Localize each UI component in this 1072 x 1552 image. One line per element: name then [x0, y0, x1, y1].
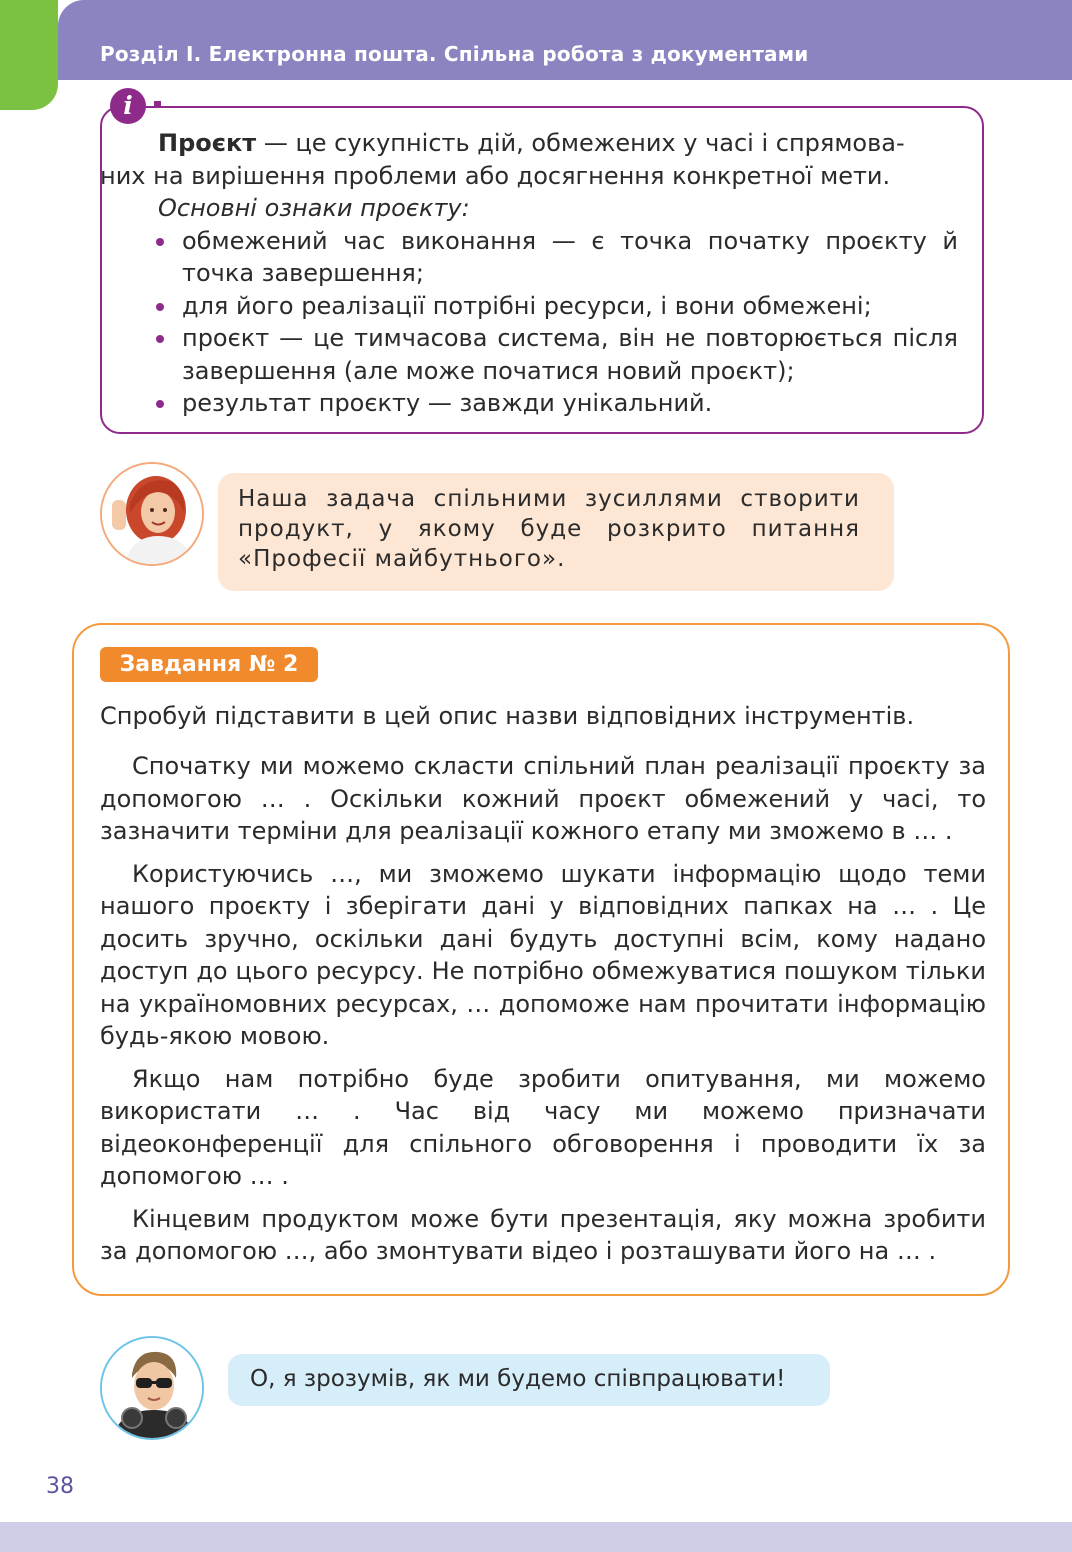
definition-term: Проєкт [158, 129, 257, 157]
list-item: результат проєкту — завжди унікальний. [156, 387, 958, 420]
chapter-color-tab [0, 0, 58, 110]
features-subtitle: Основні ознаки проєкту: [158, 194, 470, 222]
definition-text [158, 127, 958, 160]
task-paragraph: Користуючись …, ми зможемо шукати інформацію щодо теми нашого проєкту і зберігати дані у відповідних папках на … . Це досить зручно, оскільки дані будуть доступні всім, кому надано доступ до цього ресурсу. Не потрібно обмежуватися пошуком тільки на україномовних ресурсах, … допоможе нам прочитати інформацію будь-якою мовою. [100, 859, 986, 1050]
info-marker [154, 101, 161, 108]
definition-continuation: них на вирішення проблеми або досягнення конкретної мети. [100, 161, 891, 190]
list-item: для його реалізації потрібні ресурси, і вони обмежені; [156, 290, 958, 323]
list-item: обмежений час виконання — є точка початку проєкту й точка завершення; [156, 225, 958, 290]
task-text [100, 750, 986, 1278]
bullet-dot-icon [156, 335, 164, 343]
bullet-dot-icon [156, 400, 164, 408]
boy-portrait-icon [102, 1338, 202, 1438]
task-paragraph: Кінцевим продуктом може бути презентація, яку можна зробити за допомогою …, або змонтувати відео і розташувати його на … . [100, 1204, 986, 1265]
page-number: 38 [46, 1474, 74, 1499]
chapter-header-band [58, 0, 1072, 80]
definition-rest: — це сукупність дій, обмежених у часі і спрямова- [256, 129, 905, 157]
task-intro: Спробуй підставити в цей опис назви відповідних інструментів. [100, 702, 915, 730]
definition-content [100, 127, 958, 420]
list-item: проєкт — це тимчасова система, він не повторюється після завершення (але може початися новий проєкт); [156, 322, 958, 387]
girl-portrait-icon [102, 464, 202, 564]
girl-avatar [100, 462, 204, 566]
info-icon: i [110, 88, 146, 124]
bullet-dot-icon [156, 303, 164, 311]
features-list [156, 225, 958, 420]
boy-speech-text: О, я зрозумів, як ми будемо співпрацювати! [250, 1366, 786, 1392]
bullet-dot-icon [156, 238, 164, 246]
boy-avatar [100, 1336, 204, 1440]
footer-band [0, 1522, 1072, 1552]
task-paragraph: Спочатку ми можемо скласти спільний план реалізації проєкту за допомогою … . Оскільки кожний проєкт обмежений у часі, то зазначити терміни для реалізації кожного етапу ми зможемо в … . [100, 752, 986, 845]
girl-speech-text: Наша задача спільними зусиллями створити продукт, у якому буде розкрито питання «Професії майбутнього». [238, 486, 860, 572]
task-badge: Завдання № 2 [100, 647, 318, 682]
task-paragraph: Якщо нам потрібно буде зробити опитування, ми можемо використати … . Час від часу ми можемо призначати відеоконференції для спільного обговорення і проводити їх за допомогою … . [100, 1064, 986, 1190]
chapter-title: Розділ І. Електронна пошта. Спільна робота з документами [100, 42, 809, 66]
